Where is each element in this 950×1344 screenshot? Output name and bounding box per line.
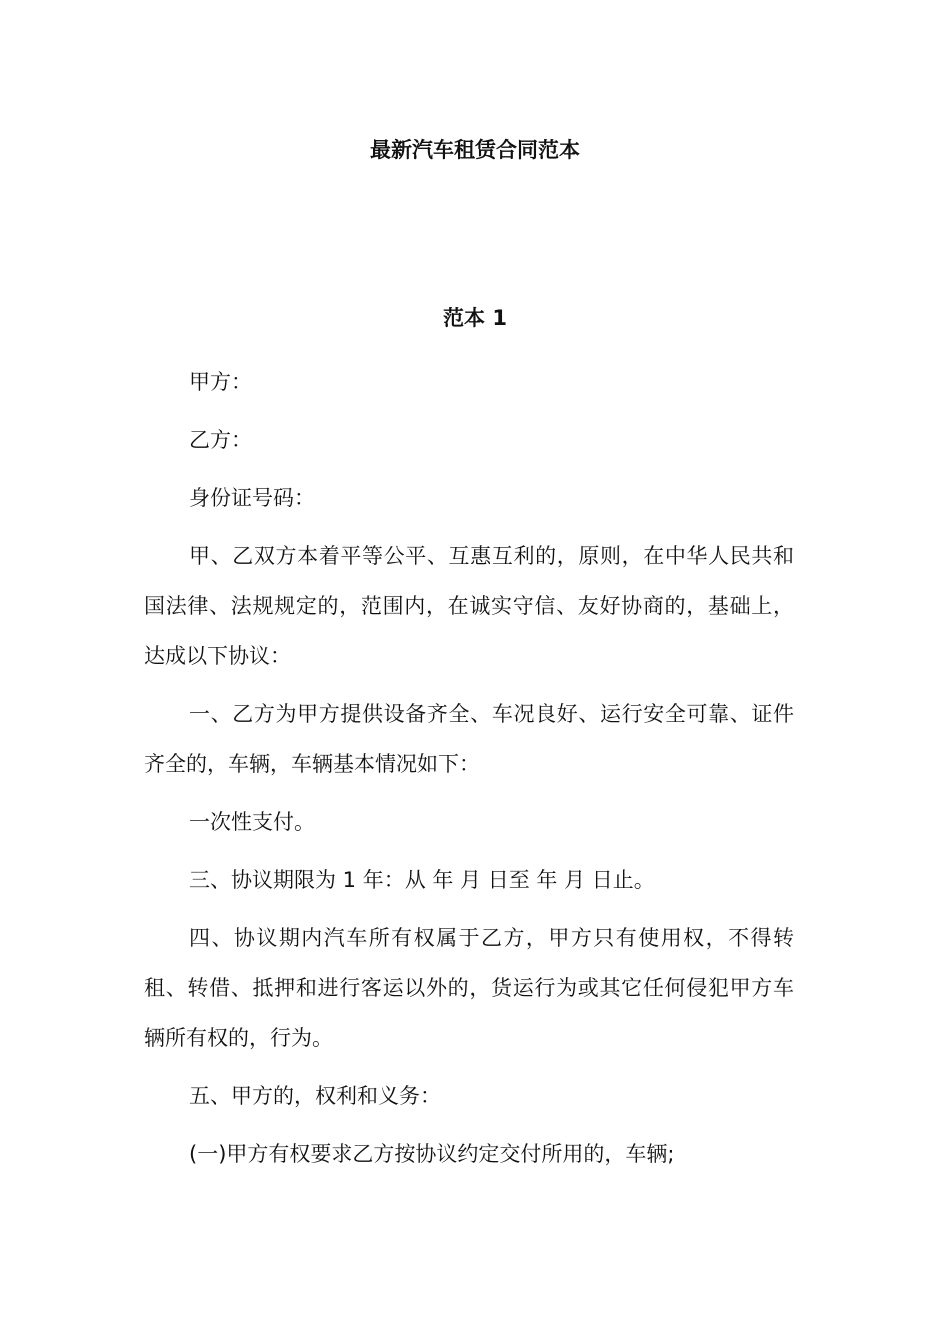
party-b-line: 乙方：	[189, 428, 252, 452]
clause-3-paragraph: 三、协议期限为 1 年：从 年 月 日至 年 月 日止。	[189, 868, 655, 892]
payment-paragraph: 一次性支付。	[189, 810, 315, 834]
party-a-line: 甲方：	[189, 370, 252, 394]
clause-4-paragraph: 四、协议期内汽车所有权属于乙方，甲方只有使用权，不得转租、转借、抵押和进行客运以外的，货运行为或其它任何侵犯甲方车辆所有权的，行为。	[144, 926, 794, 1050]
section-title: 范本 1	[443, 306, 507, 330]
clause-5-item-1-paragraph: (一)甲方有权要求乙方按协议约定交付所用的，车辆;	[189, 1142, 675, 1166]
clause-1-paragraph: 一、乙方为甲方提供设备齐全、车况良好、运行安全可靠、证件齐全的，车辆，车辆基本情况如下：	[144, 702, 794, 776]
document-body	[144, 357, 794, 1187]
preamble-paragraph: 甲、乙双方本着平等公平、互惠互利的，原则，在中华人民共和国法律、法规规定的，范围内，在诚实守信、友好协商的，基础上，达成以下协议：	[144, 544, 794, 668]
id-number-line: 身份证号码：	[189, 486, 315, 510]
document-title: 最新汽车租赁合同范本	[370, 138, 580, 162]
clause-5-paragraph: 五、甲方的，权利和义务：	[189, 1084, 441, 1108]
